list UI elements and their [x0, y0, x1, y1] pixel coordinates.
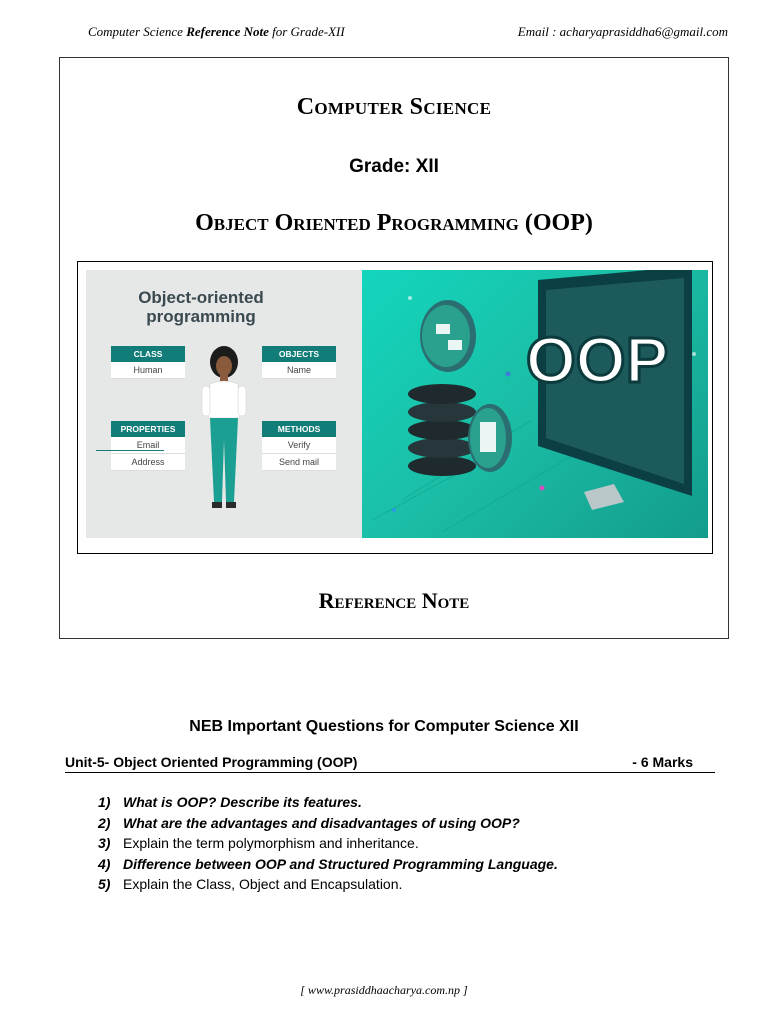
question-text: Difference between OOP and Structured Programming Language. — [123, 855, 558, 872]
oop-illustration-left — [86, 270, 362, 538]
methods-tag-head: METHODS — [262, 421, 336, 437]
list-item — [98, 833, 718, 854]
properties-tag-head: PROPERTIES — [111, 421, 185, 437]
list-item — [98, 792, 718, 813]
illustration-title — [126, 288, 276, 326]
objects-tag-value: Name — [262, 362, 336, 379]
properties-tag-value: Address — [111, 454, 185, 471]
monitor-oop-text: OOP — [526, 324, 669, 396]
question-text: What is OOP? Describe its features. — [123, 794, 362, 810]
unit-marks: - 6 Marks — [632, 754, 693, 770]
question-number: 1) — [98, 794, 111, 810]
illustration-title-line2: programming — [146, 307, 256, 326]
cover-reference-note: Reference Note — [318, 588, 470, 613]
woman-figure-icon — [196, 340, 252, 520]
question-number: 4) — [98, 855, 111, 872]
oop-illustration-right — [362, 270, 708, 538]
list-item — [98, 813, 718, 834]
illustration-title-line1: Object-oriented — [138, 288, 264, 307]
header-left-suffix: for Grade-XII — [268, 24, 345, 39]
class-tag-head: CLASS — [111, 346, 185, 362]
header-email: Email : acharyaprasiddha6@gmail.com — [517, 24, 728, 39]
question-number: 2) — [98, 814, 111, 831]
methods-tag-value: Verify — [262, 437, 336, 454]
methods-tag — [262, 421, 336, 471]
methods-tag-value: Send mail — [262, 454, 336, 471]
cover-grade: Grade: XII — [349, 156, 439, 177]
list-item — [98, 874, 718, 895]
question-number: 5) — [98, 876, 111, 892]
unit-title: Unit-5- Object Oriented Programming (OOP) — [65, 754, 358, 770]
question-text: What are the advantages and disadvantages of using OOP? — [123, 814, 520, 831]
question-number: 3) — [98, 835, 111, 851]
footer-url[interactable]: [ www.prasiddhaacharya.com.np ] — [300, 983, 468, 997]
unit-line — [65, 754, 715, 773]
objects-tag-head: OBJECTS — [262, 346, 336, 362]
header-left — [88, 24, 345, 40]
objects-tag — [262, 346, 336, 379]
oop-monitor-scene-icon — [362, 270, 708, 538]
header-left-bold: Reference Note — [186, 24, 269, 39]
question-text: Explain the term polymorphism and inheritance. — [123, 835, 419, 851]
list-item — [98, 854, 718, 875]
class-tag — [111, 346, 185, 379]
cover-title: Computer Science — [296, 94, 492, 120]
properties-tag-value: Email — [111, 437, 185, 454]
questions-heading: NEB Important Questions for Computer Science XII — [189, 718, 579, 735]
header-left-prefix: Computer Science — [88, 24, 187, 39]
cover-frame — [59, 57, 729, 639]
cover-image-frame — [77, 261, 713, 554]
question-text: Explain the Class, Object and Encapsulation. — [123, 876, 403, 892]
questions-list — [98, 792, 718, 895]
cover-subject: Object Oriented Programming (OOP) — [195, 210, 593, 236]
class-tag-value: Human — [111, 362, 185, 379]
properties-tag — [111, 421, 185, 471]
